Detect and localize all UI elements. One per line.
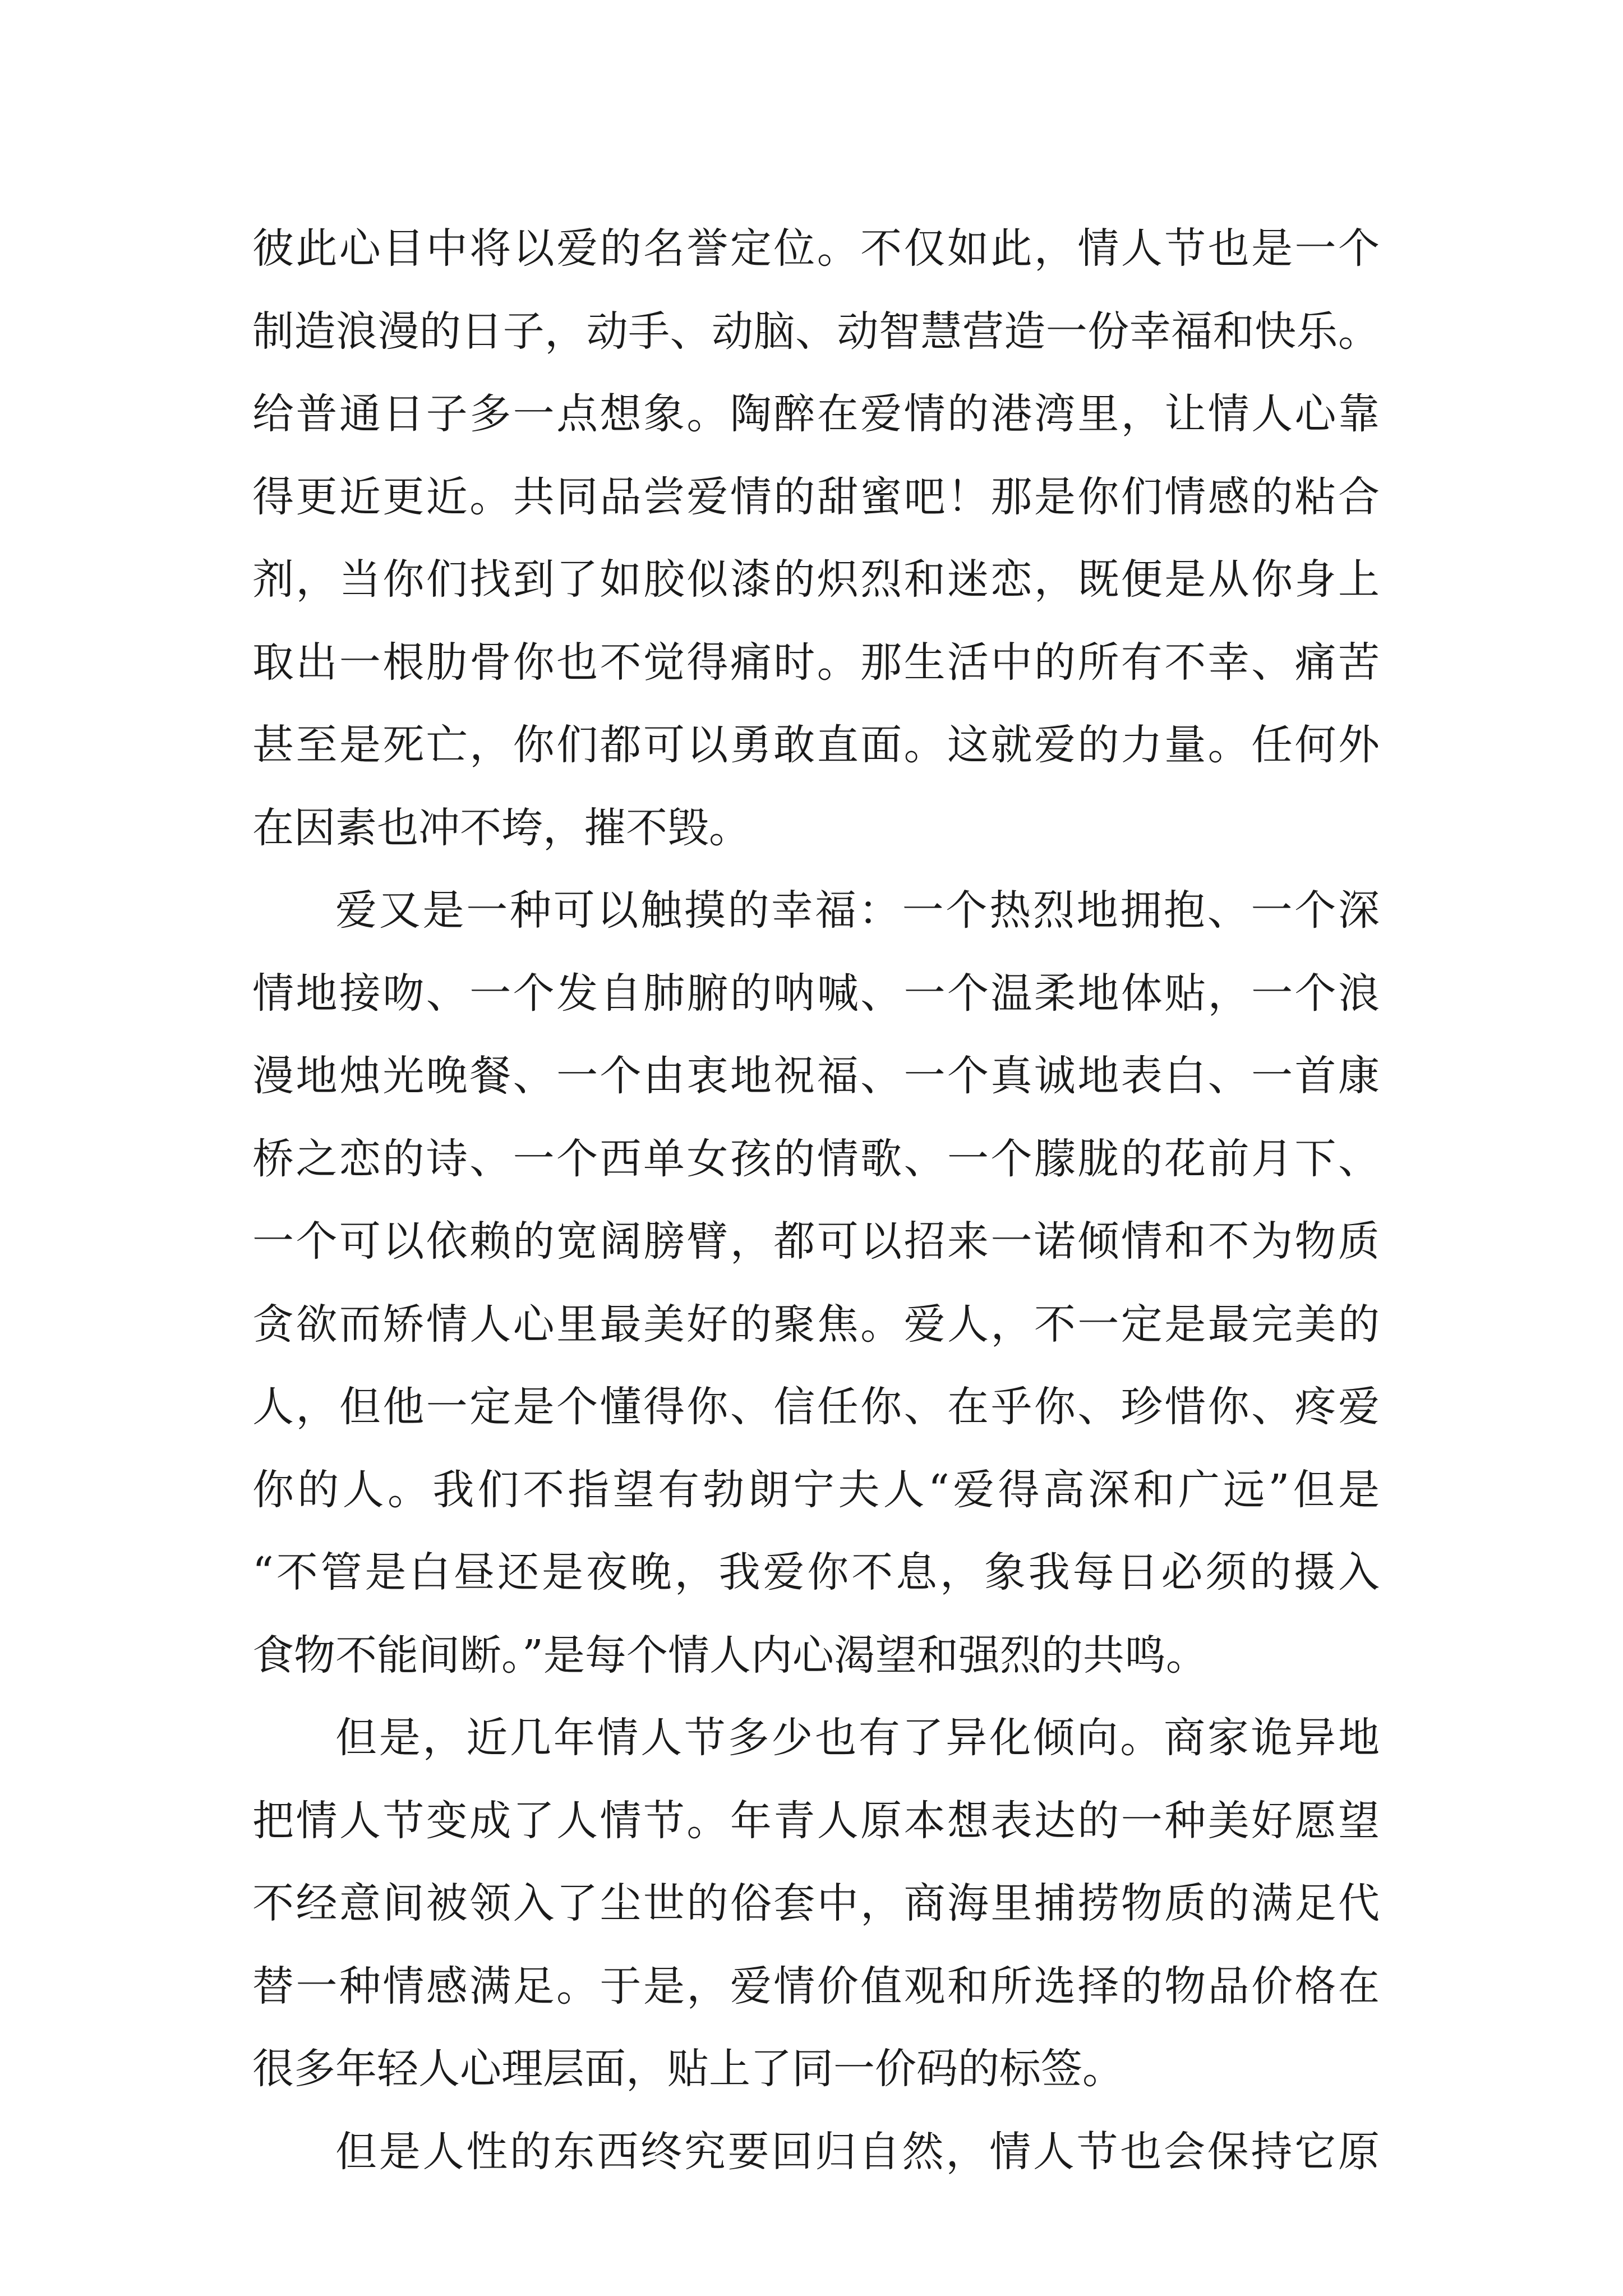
paragraph (252, 2111, 1380, 2194)
text-line: 得更近更近。共同品尝爱情的甜蜜吧！那是你们情感的粘合 (252, 472, 1380, 521)
text-line: 漫地烛光晚餐、一个由衷地祝福、一个真诚地表白、一首康 (252, 1052, 1380, 1100)
paragraph (252, 869, 1380, 1697)
text-line: 但是，近几年情人节多少也有了异化倾向。商家诡异地 (335, 1714, 1380, 1762)
text-line: 你的人。我们不指望有勃朗宁夫人“爱得高深和广远”但是 (252, 1465, 1380, 1514)
text-line: 替一种情感满足。于是，爱情价值观和所选择的物品价格在 (252, 1962, 1380, 2010)
text-line: 彼此心目中将以爱的名誉定位。不仅如此，情人节也是一个 (252, 224, 1380, 273)
text-line: 取出一根肋骨你也不觉得痛时。那生活中的所有不幸、痛苦 (252, 638, 1380, 687)
text-line: 食物不能间断。”是每个情人内心渴望和强烈的共鸣。 (252, 1631, 1207, 1680)
text-line: 但是人性的东西终究要回归自然，情人节也会保持它原 (335, 2127, 1380, 2176)
text-line: 很多年轻人心理层面，贴上了同一价码的标签。 (252, 2045, 1124, 2093)
paragraph (252, 1697, 1380, 2111)
text-line: 情地接吻、一个发自肺腑的呐喊、一个温柔地体贴，一个浪 (252, 969, 1380, 1018)
text-line: 把情人节变成了人情节。年青人原本想表达的一种美好愿望 (252, 1796, 1380, 1845)
text-line: 不经意间被领入了尘世的俗套中，商海里捕捞物质的满足代 (252, 1879, 1380, 1927)
text-line: 甚至是死亡，你们都可以勇敢直面。这就爱的力量。任何外 (252, 721, 1380, 769)
text-line: 给普通日子多一点想象。陶醉在爱情的港湾里，让情人心靠 (252, 390, 1380, 438)
document-body (252, 208, 1380, 2193)
text-line: 在因素也冲不垮，摧不毁。 (252, 803, 750, 852)
text-line: 剂，当你们找到了如胶似漆的炽烈和迷恋，既便是从你身上 (252, 555, 1380, 604)
text-line: 一个可以依赖的宽阔膀臂，都可以招来一诺倾情和不为物质 (252, 1217, 1380, 1266)
text-line: 人，但他一定是个懂得你、信任你、在乎你、珍惜你、疼爱 (252, 1383, 1380, 1431)
text-line: 桥之恋的诗、一个西单女孩的情歌、一个朦胧的花前月下、 (252, 1134, 1380, 1183)
text-line: “不管是白昼还是夜晚，我爱你不息，象我每日必须的摄入 (252, 1548, 1380, 1596)
text-line: 制造浪漫的日子，动手、动脑、动智慧营造一份幸福和快乐。 (252, 307, 1380, 356)
text-line: 贪欲而矫情人心里最美好的聚焦。爱人，不一定是最完美的 (252, 1300, 1380, 1349)
paragraph (252, 208, 1380, 869)
text-line: 爱又是一种可以触摸的幸福：一个热烈地拥抱、一个深 (335, 886, 1380, 935)
